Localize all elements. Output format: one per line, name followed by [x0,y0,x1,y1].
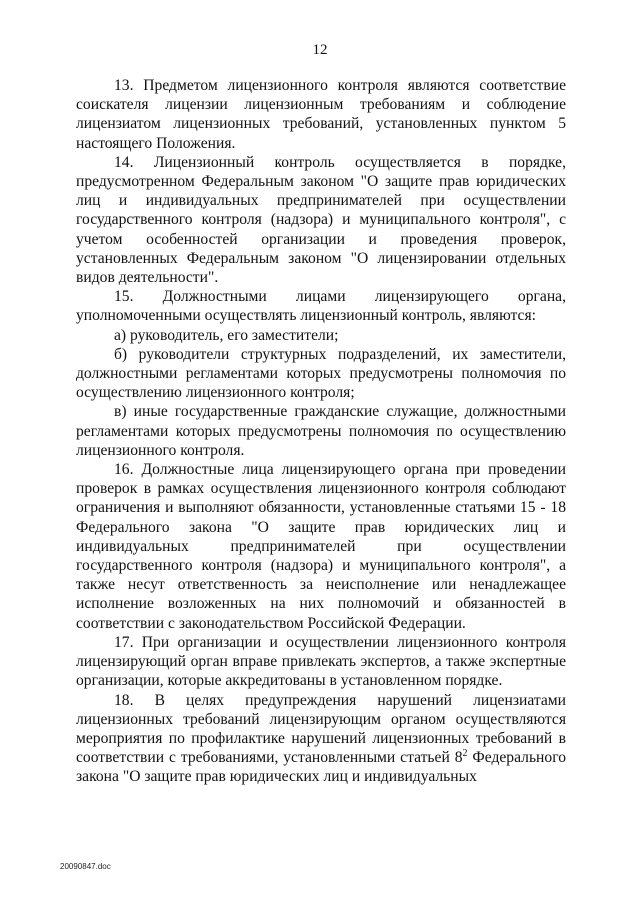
paragraph-18-text-end: Федерального закона "О защите прав юридических лиц и индивидуальных [76,749,567,786]
paragraph-16: 16. Должностные лица лицензирующего органа при проведении проверок в рамках осуществления лицензионного контроля соблюдают ограничения и выполняют обязанности, установленные статьями 15 - 18 Федерального закона "О защите прав юридических лиц и индивидуальных предпринимателей при осуществлении государственного контроля (надзора) и муниципального контроля", а также несут ответственность за неисполнение или ненадлежащее исполнение возложенных на них полномочий и обязанностей в соответствии с законодательством Российской Федерации. [76,461,566,632]
paragraph-18-text-start: 18. В целях предупреждения нарушений лицензиатами лицензионных требований лицензирующим органом осуществляются мероприятия по профилактике нарушений лицензионных требований в соответствии с требованиями, установленными статьей 8 [76,691,566,767]
paragraph-15: 15. Должностными лицами лицензирующего органа, уполномоченными осуществлять лицензионный контроль, являются: [76,288,566,325]
page-number: 12 [312,42,328,58]
list-item-b: б) руководители структурных подразделений, их заместители, должностными регламентами которых предусмотрены полномочия по осуществлению лицензионного контроля; [76,345,566,402]
superscript-2: 2 [462,747,468,759]
paragraph-18 [76,691,566,787]
document-body [76,76,566,787]
paragraph-17: 17. При организации и осуществлении лицензионного контроля лицензирующий орган вправе привлекать экспертов, а также экспертные организации, которые аккредитованы в установленном порядке. [76,633,566,690]
list-item-v: в) иные государственные гражданские служащие, должностными регламентами которых предусмотрены полномочия по осуществлению лицензионного контроля. [76,403,566,459]
list-item-a: а) руководитель, его заместители; [114,326,339,344]
footer-file-code: 20090847.doc [60,862,111,871]
paragraph-13: 13. Предметом лицензионного контроля являются соответствие соискателя лицензии лицензионным требованиям и соблюдение лицензиатом лицензионных требований, установленных пунктом 5 настоящего Положения. [76,77,566,152]
paragraph-14: 14. Лицензионный контроль осуществляется в порядке, предусмотренном Федеральным законом "О защите прав юридических лиц и индивидуальных предпринимателей при осуществлении государственного контроля (надзора) и муниципального контроля", с учетом особенностей организации и проведения проверок, установленных Федеральным законом "О лицензировании отдельных видов деятельности". [76,153,566,287]
